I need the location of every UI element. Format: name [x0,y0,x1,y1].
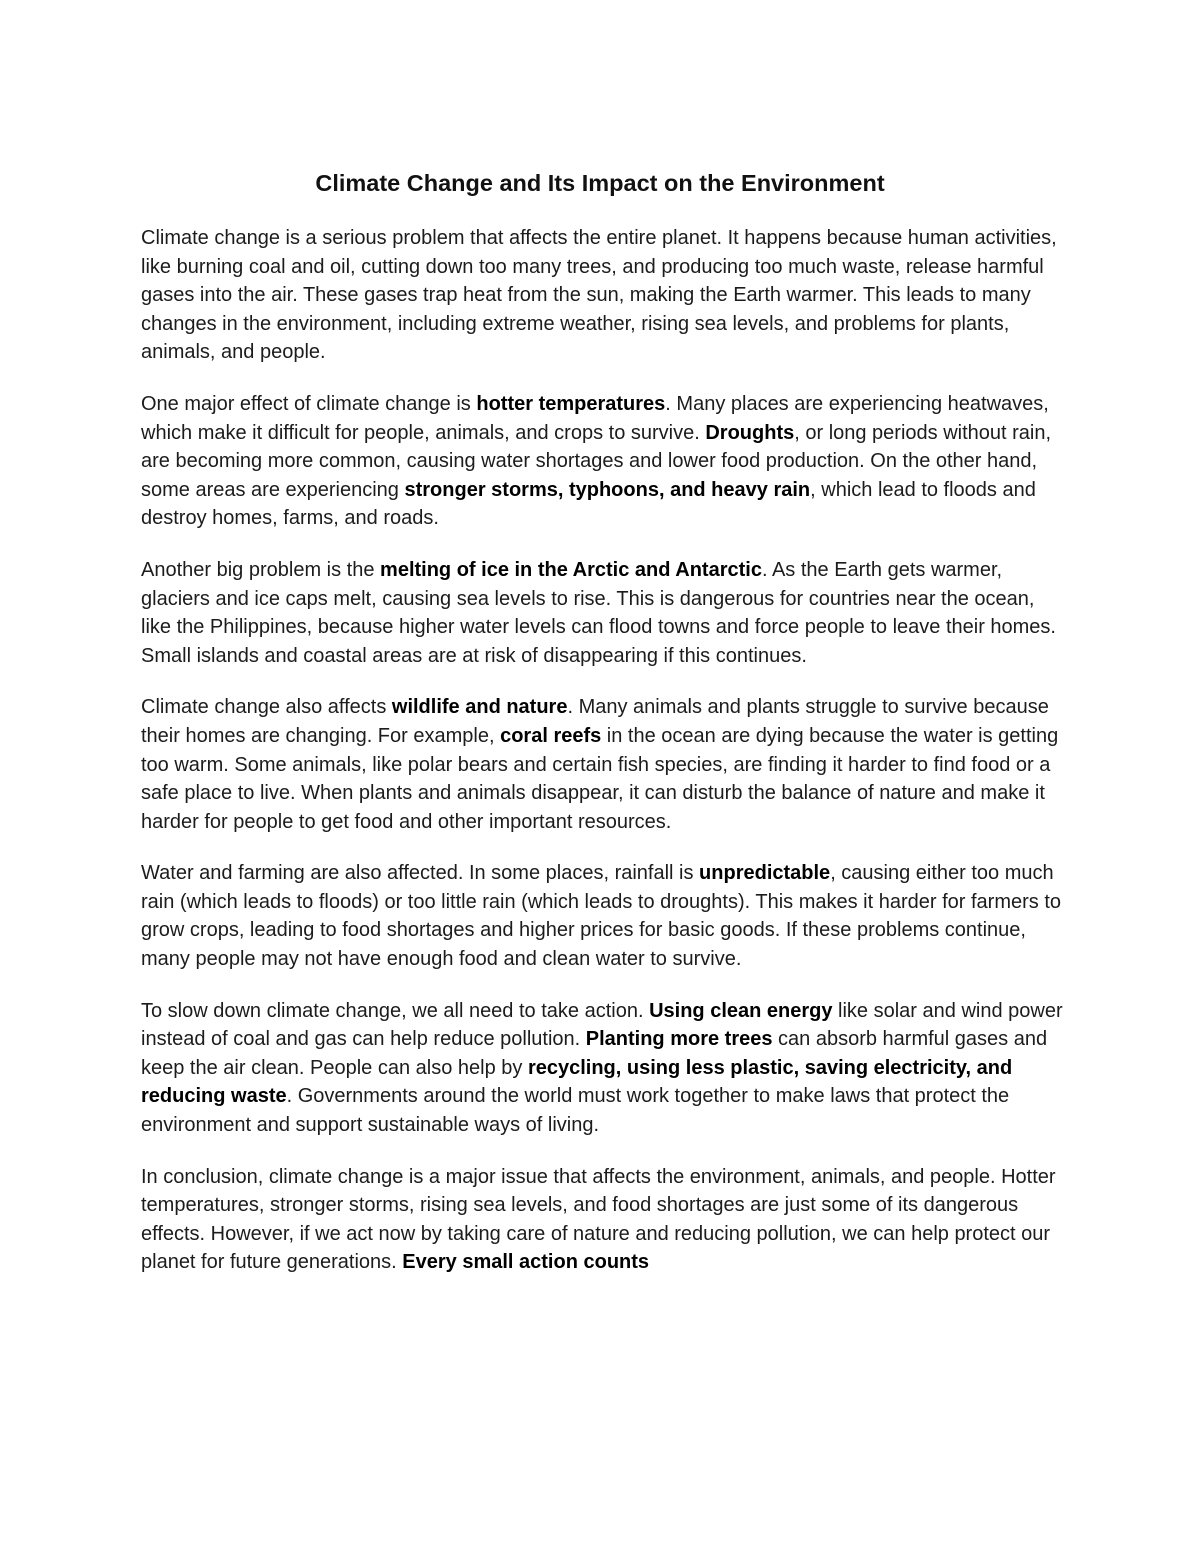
paragraph-text: Water and farming are also affected. In some places, rainfall is [141,862,700,885]
emphasized-text: Every small action counts [402,1251,650,1274]
paragraph-text: Another big problem is the [141,558,381,581]
paragraph-text: To slow down climate change, we all need to take action. [141,999,650,1022]
paragraph-text: . Many places are experiencing heatwaves, which make it difficult for people, animals, and crops to survive. [141,392,1049,444]
document-body [141,224,1066,1300]
paragraph-text: Climate change is a serious problem that affects the entire planet. It happens because human activities, like burning coal and oil, cutting down too many trees, and producing too much waste, release harmful gases into the air. These gases trap heat from the sun, making the Earth warmer. This leads to many changes in the environment, including extreme weather, rising sea levels, and problems for plants, animals, and people. [141,227,1057,364]
paragraph-1 [141,224,1066,367]
paragraph-text: in the ocean are dying because the water is getting too warm. Some animals, like polar bears and certain fish species, are finding it harder to find food or a safe place to live. When plants and animals disappear, it can disturb the balance of nature and make it harder for people to get food and other important resources. [141,724,1059,833]
emphasized-text: recycling, using less plastic, saving electricity, and reducing waste [141,1056,1013,1108]
paragraph-5 [141,859,1066,973]
emphasized-text: wildlife and nature [391,696,568,719]
paragraph-text: . As the Earth gets warmer, glaciers and ice caps melt, causing sea levels to rise. This is dangerous for countries near the ocean, like the Philippines, because higher water levels can flood towns and force people to leave their homes. Small islands and coastal areas are at risk of disappearing if this continues. [141,558,1056,667]
paragraph-6 [141,997,1066,1140]
paragraph-text: , causing either too much rain (which leads to floods) or too little rain (which leads to droughts). This makes it harder for farmers to grow crops, leading to food shortages and higher prices for basic goods. If these problems continue, many people may not have enough food and clean water to survive. [141,862,1062,971]
paragraph-text: . Governments around the world must work together to make laws that protect the environment and support sustainable ways of living. [141,1085,1010,1137]
emphasized-text: stronger storms, typhoons, and heavy rain [404,478,811,501]
paragraph-3 [141,556,1066,670]
paragraph-text: , or long periods without rain, are becoming more common, causing water shortages and lower food production. On the other hand, some areas are experiencing [141,421,1052,501]
paragraph-text: . Many animals and plants struggle to survive because their homes are changing. For example, [141,696,1049,747]
paragraph-4 [141,693,1066,836]
paragraph-text: One major effect of climate change is [141,392,477,415]
paragraph-text: , which lead to floods and destroy homes, farms, and roads. [141,478,1036,530]
paragraph-2 [141,390,1066,533]
emphasized-text: coral reefs [500,724,602,747]
emphasized-text: Planting more trees [585,1028,773,1051]
paragraph-text: can absorb harmful gases and keep the air clean. People can also help by [141,1028,1048,1079]
emphasized-text: Droughts [705,421,795,444]
paragraph-text: In conclusion, climate change is a major issue that affects the environment, animals, and people. Hotter temperatures, stronger storms, rising sea levels, and food shortages are just some of its dangerous effects. However, if we act now by taking care of nature and reducing pollution, we can help protect our planet for future generations. [141,1165,1056,1274]
emphasized-text: Using clean energy [649,999,833,1022]
emphasized-text: unpredictable [699,862,831,885]
emphasized-text: hotter temperatures [476,392,666,415]
paragraph-text: like solar and wind power instead of coal and gas can help reduce pollution. [141,999,1063,1051]
emphasized-text: melting of ice in the Arctic and Antarctic [380,558,762,581]
document-title: Climate Change and Its Impact on the Environment [315,170,885,196]
paragraph-7 [141,1163,1066,1277]
paragraph-text: Climate change also affects [141,696,392,719]
